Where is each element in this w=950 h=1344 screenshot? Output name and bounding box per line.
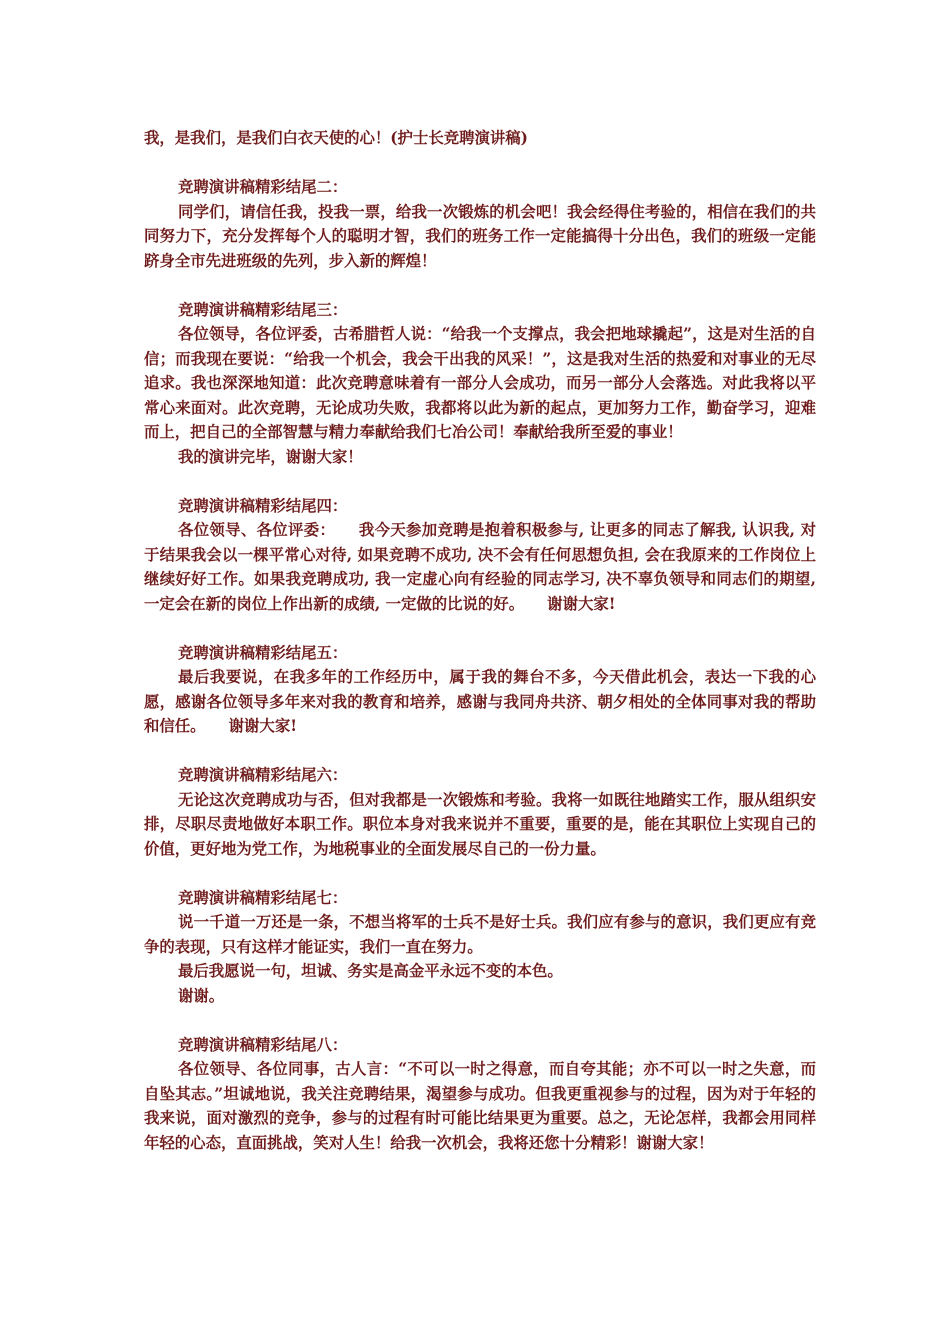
document-page [144, 126, 816, 1155]
section-5 [144, 641, 816, 739]
section-7 [144, 886, 816, 1009]
section-2 [144, 175, 816, 273]
intro-line: 我，是我们，是我们白衣天使的心！(护士长竞聘演讲稿) [144, 129, 528, 147]
section-heading: 竞聘演讲稿精彩结尾三： [178, 300, 348, 319]
section-heading: 竞聘演讲稿精彩结尾四： [178, 496, 348, 515]
paragraph: 说一千道一万还是一条，不想当将军的士兵不是好士兵。我们应有参与的意识，我们更应有竞争的表现，只有这样才能证实，我们一直在努力。 [144, 913, 816, 956]
section-heading: 竞聘演讲稿精彩结尾七： [178, 888, 348, 907]
paragraph: 各位领导、各位同事，古人言：“不可以一时之得意，而自夸其能；亦不可以一时之失意，而自坠其志。”坦诚地说，我关注竞聘结果，渴望参与成功。但我更重视参与的过程，因为对于年轻的我来说，面对激烈的竞争，参与的过程有时可能比结果更为重要。总之，无论怎样，我都会用同样年轻的心态，直面挑战，笑对人生！给我一次机会，我将还您十分精彩！谢谢大家！ [144, 1060, 816, 1152]
paragraph: 各位领导，各位评委，古希腊哲人说：“给我一个支撑点，我会把地球撬起”，这是对生活的自信；而我现在要说：“给我一个机会，我会干出我的风采！”，这是我对生活的热爱和对事业的无尽追求。我也深深地知道：此次竞聘意味着有一部分人会成功，而另一部分人会落选。对此我将以平常心来面对。此次竞聘，无论成功失败，我都将以此为新的起点，更加努力工作，勤奋学习，迎难而上，把自己的全部智慧与精力奉献给我们七冶公司！奉献给我所至爱的事业！ [144, 325, 816, 441]
paragraph: 同学们，请信任我，投我一票，给我一次锻炼的机会吧！我会经得住考验的，相信在我们的共同努力下，充分发挥每个人的聪明才智，我们的班务工作一定能搞得十分出色，我们的班级一定能跻身全市先进班级的先列，步入新的辉煌！ [144, 202, 816, 270]
section-heading: 竞聘演讲稿精彩结尾二： [178, 178, 348, 196]
section-heading: 竞聘演讲稿精彩结尾五： [178, 643, 348, 662]
section-heading: 竞聘演讲稿精彩结尾八： [178, 1035, 348, 1054]
paragraph: 我的演讲完毕，谢谢大家！ [178, 447, 363, 466]
paragraph: 最后我愿说一句，坦诚、务实是高金平永远不变的本色。 [178, 962, 563, 980]
section-3 [144, 298, 816, 470]
section-4 [144, 494, 816, 617]
paragraph: 无论这次竞聘成功与否，但对我都是一次锻炼和考验。我将一如既往地踏实工作，服从组织安排，尽职尽责地做好本职工作。职位本身对我来说并不重要，重要的是，能在其职位上实现自己的价值，更好地为党工作，为地税事业的全面发展尽自己的一份力量。 [144, 790, 816, 858]
paragraph: 最后我要说，在我多年的工作经历中，属于我的舞台不多，今天借此机会，表达一下我的心愿，感谢各位领导多年来对我的教育和培养，感谢与我同舟共济、朝夕相处的全体同事对我的帮助和信任。 谢谢大家! [144, 668, 816, 735]
paragraph: 谢谢。 [178, 986, 225, 1005]
paragraph: 各位领导、各位评委： 我今天参加竞聘是抱着积极参与, 让更多的同志了解我, 认识我, 对于结果我会以一棵平常心对待, 如果竞聘不成功, 决不会有任何思想负担, 会在我原来的工作岗位上继续好好工作。如果我竞聘成功, 我一定虚心向有经验的同志学习, 决不辜负领导和同志们的期望, 一定会在新的岗位上作出新的成绩, 一定做的比说的好。 谢谢大家! [144, 521, 816, 613]
section-8 [144, 1033, 816, 1156]
section-heading: 竞聘演讲稿精彩结尾六： [178, 766, 348, 784]
section-6 [144, 763, 816, 861]
